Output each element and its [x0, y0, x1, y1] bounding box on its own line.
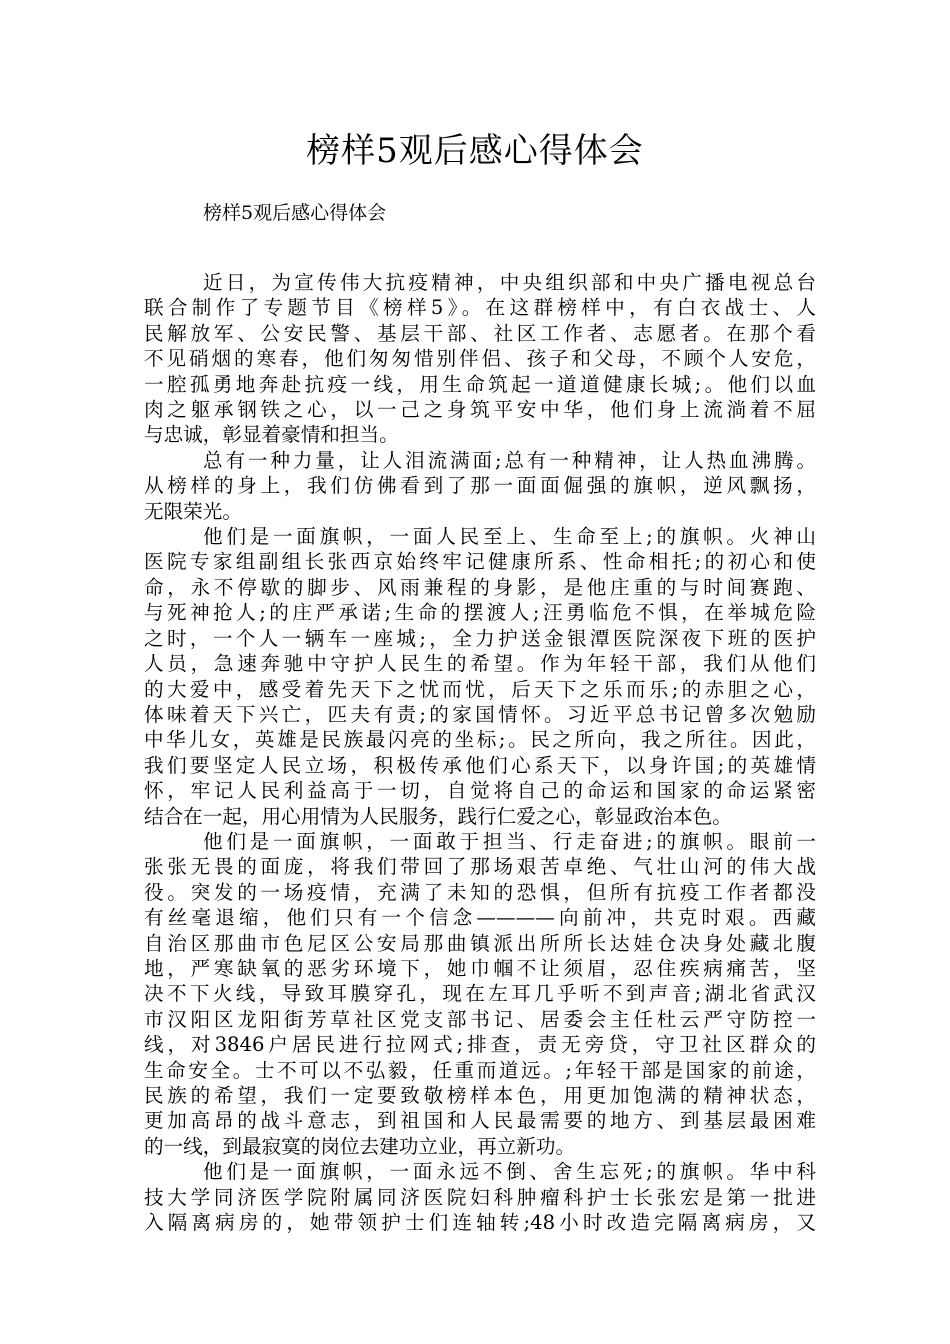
paragraph-line: 一腔孤勇地奔赴抗疫一线，用生命筑起一道道健康长城;。他们以血 [144, 372, 816, 396]
paragraph-line: 役。突发的一场疫情，充满了未知的恐惧，但所有抗疫工作者都没 [144, 880, 816, 904]
document-title: 榜样5观后感心得体会 [306, 131, 644, 171]
paragraph-line: 的一线，到最寂寞的岗位去建功立业，再立新功。 [144, 1134, 576, 1158]
paragraph-line: 近日，为宣传伟大抗疫精神，中央组织部和中央广播电视总台 [203, 271, 816, 294]
paragraph-line: 地，严寒缺氧的恶劣环境下，她巾帼不让须眉，忍住疾病痛苦，坚 [144, 956, 816, 980]
paragraph-line: 生命安全。士不可以不弘毅，任重而道远。;年轻干部是国家的前途， [144, 1058, 816, 1082]
paragraph-line: 技大学同济医学院附属同济医院妇科肿瘤科护士长张宏是第一批进 [144, 1185, 816, 1209]
document-subtitle: 榜样5观后感心得体会 [203, 202, 387, 224]
document-body [144, 270, 816, 1235]
paragraph-line: 自治区那曲市色尼区公安局那曲镇派出所所长达娃仓决身处藏北腹 [144, 931, 816, 955]
paragraph-line: 民解放军、公安民警、基层干部、社区工作者、志愿者。在那个看 [144, 321, 816, 345]
paragraph-line: 与死神抢人;的庄严承诺;生命的摆渡人;汪勇临危不惧，在举城危险 [144, 601, 816, 625]
paragraph [144, 448, 816, 524]
paragraph-line: 命，永不停歇的脚步、风雨兼程的身影，是他庄重的与时间赛跑、 [144, 575, 816, 599]
paragraph-line: 怀，牢记人民利益高于一切，自觉将自己的命运和国家的命运紧密 [144, 779, 816, 803]
paragraph [144, 270, 816, 448]
paragraph-line: 市汉阳区龙阳街芳草社区党支部书记、居委会主任杜云严守防控一 [144, 1007, 816, 1031]
paragraph-line: 民族的希望，我们一定要致敬榜样本色，用更加饱满的精神状态， [144, 1084, 816, 1107]
paragraph-line: 有丝毫退缩，他们只有一个信念————向前冲，共克时艰。西藏 [144, 906, 816, 930]
paragraph-line: 中华儿女，英雄是民族最闪亮的坐标;。民之所向，我之所往。因此， [144, 728, 816, 752]
paragraph-line: 更加高昂的战斗意志，到祖国和人民最需要的地方、到基层最困难 [144, 1109, 816, 1133]
paragraph-line: 人员，急速奔驰中守护人民生的希望。作为年轻干部，我们从他们 [144, 652, 816, 676]
paragraph-line: 他们是一面旗帜，一面人民至上、生命至上;的旗帜。火神山 [203, 525, 816, 549]
paragraph-line: 医院专家组副组长张西京始终牢记健康所系、性命相托;的初心和使 [144, 550, 816, 574]
paragraph-line: 张张无畏的面庞，将我们带回了那场艰苦卓绝、气壮山河的伟大战 [144, 855, 816, 879]
paragraph-line: 联合制作了专题节目《榜样5》。在这群榜样中，有白衣战士、人 [144, 296, 816, 320]
paragraph-line: 之时，一个人一辆车一座城;，全力护送金银潭医院深夜下班的医护 [144, 626, 816, 650]
paragraph [144, 524, 816, 829]
paragraph-line: 结合在一起，用心用情为人民服务，践行仁爱之心，彰显政治本色。 [144, 804, 732, 828]
paragraph-line: 的大爱中，感受着先天下之忧而忧，后天下之乐而乐;的赤胆之心， [144, 677, 816, 701]
paragraph-line: 不见硝烟的寒春，他们匆匆惜别伴侣、孩子和父母，不顾个人安危， [144, 347, 816, 371]
paragraph-line: 决不下火线，导致耳膜穿孔，现在左耳几乎听不到声音;湖北省武汉 [144, 982, 816, 1006]
paragraph-line: 入隔离病房的，她带领护士们连轴转;48小时改造完隔离病房，又 [144, 1211, 816, 1235]
paragraph-line: 他们是一面旗帜，一面永远不倒、舍生忘死;的旗帜。华中科 [203, 1160, 816, 1184]
paragraph-line: 从榜样的身上，我们仿佛看到了那一面面倔强的旗帜，逆风飘扬， [144, 474, 816, 498]
paragraph-line: 线，对3846户居民进行拉网式;排查，责无旁贷，守卫社区群众的 [144, 1033, 816, 1057]
paragraph-line: 我们要坚定人民立场，积极传承他们心系天下，以身许国;的英雄情 [144, 753, 816, 777]
paragraph-line: 无限荣光。 [144, 499, 242, 523]
paragraph-line: 肉之躯承钢铁之心，以一己之身筑平安中华，他们身上流淌着不屈 [144, 398, 816, 422]
paragraph [144, 1159, 816, 1235]
paragraph-line: 他们是一面旗帜，一面敢于担当、行走奋进;的旗帜。眼前一 [203, 829, 816, 853]
paragraph-line: 与忠诚，彰显着豪情和担当。 [144, 423, 399, 447]
paragraph [144, 829, 816, 1159]
paragraph-line: 体味着天下兴亡，匹夫有责;的家国情怀。习近平总书记曾多次勉励 [144, 702, 816, 726]
paragraph-line: 总有一种力量，让人泪流满面;总有一种精神，让人热血沸腾。 [203, 448, 816, 472]
